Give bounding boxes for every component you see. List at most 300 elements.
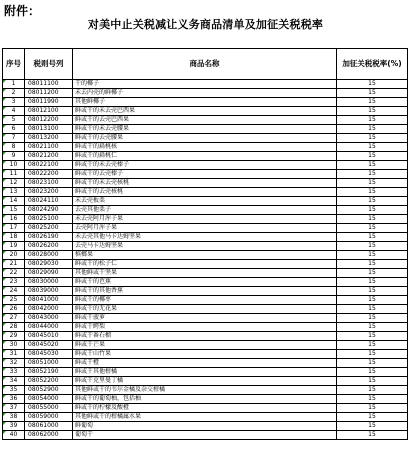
serial-number-cell-text: 4 [11, 107, 16, 114]
cell-flag-icon [3, 422, 6, 425]
tariff-rate-cell [337, 368, 408, 377]
tariff-rate-cell-text: 15 [368, 368, 376, 375]
product-name-cell [73, 260, 337, 269]
tariff-code-cell [25, 413, 73, 422]
tariff-code-cell [25, 404, 73, 413]
tariff-rate-cell-text: 15 [368, 161, 376, 168]
tariff-rate-cell-text: 15 [368, 179, 376, 186]
product-name-cell-text: 鲜或干番石榴 [75, 332, 112, 339]
tariff-code-cell [25, 170, 73, 179]
serial-number-cell-text: 1 [11, 80, 16, 87]
tariff-code-cell [25, 233, 73, 242]
tariff-rate-cell-text: 15 [368, 404, 376, 411]
cell-flag-icon [3, 368, 6, 371]
serial-number-cell [3, 80, 25, 89]
tariff-code-cell-text: 08023100 [28, 179, 59, 186]
table-row [3, 125, 408, 134]
tariff-code-cell-text: 08045020 [28, 341, 59, 348]
tariff-code-cell [25, 134, 73, 143]
tariff-code-cell-text: 08026190 [28, 233, 59, 240]
product-name-cell-text: 鲜或干的去壳核桃 [75, 188, 124, 195]
tariff-code-cell [25, 188, 73, 197]
tariff-code-cell-text: 08044000 [28, 323, 59, 330]
product-name-cell [73, 161, 337, 170]
tariff-code-cell [25, 296, 73, 305]
serial-number-cell [3, 377, 25, 386]
serial-number-cell-text: 11 [9, 170, 18, 177]
tariff-code-cell-text: 08011200 [28, 89, 59, 96]
tariff-code-cell-text: 08022200 [28, 170, 59, 177]
serial-number-cell-text: 13 [9, 188, 18, 195]
tariff-code-cell [25, 395, 73, 404]
table-row [3, 359, 408, 368]
table-row [3, 161, 408, 170]
table-row [3, 107, 408, 116]
product-name-cell [73, 413, 337, 422]
tariff-rate-cell-text: 15 [368, 422, 376, 429]
product-name-cell-text: 鲜或干的其他香蕉 [75, 287, 124, 294]
cell-flag-icon [3, 89, 6, 92]
product-name-cell [73, 116, 337, 125]
product-name-cell-text: 鲜或干的葡萄柚，包括柚 [75, 395, 142, 402]
table-row [3, 206, 408, 215]
tariff-code-cell [25, 179, 73, 188]
tariff-code-cell-text: 08052200 [28, 377, 59, 384]
tariff-rate-cell [337, 287, 408, 296]
serial-number-cell-text: 10 [9, 161, 18, 168]
cell-flag-icon [3, 260, 6, 263]
serial-number-cell-text: 32 [9, 359, 18, 366]
product-name-cell-text: 槟榔果 [75, 251, 94, 258]
serial-number-cell-text: 34 [9, 377, 18, 384]
cell-flag-icon [3, 305, 6, 308]
tariff-rate-cell-text: 15 [368, 206, 376, 213]
product-name-cell-text: 鲜或干的扁桃仁 [75, 152, 118, 159]
product-name-cell [73, 422, 337, 431]
serial-number-cell [3, 152, 25, 161]
table-row [3, 278, 408, 287]
tariff-code-cell-text: 08043000 [28, 314, 59, 321]
serial-number-cell-text: 35 [9, 386, 18, 393]
product-name-cell-text: 鲜或干芒果 [75, 341, 106, 348]
tariff-rate-cell-text: 15 [368, 197, 376, 204]
serial-number-cell-text: 31 [9, 350, 18, 357]
table-row [3, 287, 408, 296]
tariff-rate-cell [337, 305, 408, 314]
tariff-code-cell-text: 08011100 [28, 80, 59, 87]
product-name-cell [73, 395, 337, 404]
product-name-cell [73, 188, 337, 197]
product-name-cell-text: 鲜或干的未去壳核桃 [75, 179, 130, 186]
table-row [3, 386, 408, 395]
tariff-code-cell-text: 08013100 [28, 125, 59, 132]
tariff-rate-cell-text: 15 [368, 233, 376, 240]
tariff-rate-cell-text: 15 [368, 386, 376, 393]
table-row [3, 332, 408, 341]
product-name-cell [73, 215, 337, 224]
cell-flag-icon [3, 332, 6, 335]
serial-number-cell-text: 18 [9, 233, 18, 240]
product-name-cell-text: 鲜或干鳄梨 [75, 323, 106, 330]
table-row [3, 422, 408, 431]
tariff-code-cell [25, 260, 73, 269]
tariff-rate-cell-text: 15 [368, 260, 376, 267]
tariff-code-cell-text: 08023200 [28, 188, 59, 195]
serial-number-cell-text: 20 [9, 251, 18, 258]
tariff-code-cell [25, 206, 73, 215]
serial-number-cell-text: 9 [11, 152, 16, 159]
serial-number-cell [3, 260, 25, 269]
product-name-cell [73, 323, 337, 332]
cell-flag-icon [3, 188, 6, 191]
product-name-cell-text: 未去内壳的鲜椰子 [75, 89, 124, 96]
product-name-cell-text: 鲜或干的未去壳腰果 [75, 125, 130, 132]
tariff-rate-cell-text: 15 [368, 143, 376, 150]
tariff-rate-cell-text: 15 [368, 332, 376, 339]
cell-flag-icon [3, 350, 6, 353]
tariff-code-cell-text: 08062000 [28, 431, 59, 438]
tariff-rate-cell-text: 15 [368, 170, 376, 177]
cell-flag-icon [3, 179, 6, 182]
tariff-rate-cell-text: 15 [368, 323, 376, 330]
product-name-cell-text: 其他鲜或干的韦尔金橘及杂交柑橘 [75, 386, 166, 393]
serial-number-cell [3, 269, 25, 278]
tariff-rate-cell [337, 269, 408, 278]
tariff-rate-cell [337, 332, 408, 341]
table-row [3, 323, 408, 332]
tariff-code-cell [25, 422, 73, 431]
tariff-rate-cell-text: 15 [368, 89, 376, 96]
tariff-rate-cell [337, 161, 408, 170]
tariff-rate-cell [337, 404, 408, 413]
tariff-rate-cell [337, 260, 408, 269]
tariff-rate-cell-text: 15 [368, 287, 376, 294]
tariff-rate-cell-text: 15 [368, 242, 376, 249]
product-name-cell [73, 368, 337, 377]
serial-number-cell [3, 332, 25, 341]
tariff-rate-cell-text: 15 [368, 251, 376, 258]
serial-number-cell-text: 27 [9, 314, 18, 321]
table-header-row [3, 49, 408, 80]
product-name-cell [73, 179, 337, 188]
tariff-rate-cell [337, 215, 408, 224]
serial-number-cell [3, 323, 25, 332]
tariff-code-cell [25, 278, 73, 287]
table-row [3, 269, 408, 278]
tariff-rate-cell-text: 15 [368, 278, 376, 285]
table-row [3, 413, 408, 422]
serial-number-cell-text: 19 [9, 242, 18, 249]
cell-flag-icon [3, 152, 6, 155]
tariff-rate-cell [337, 134, 408, 143]
serial-number-cell-text: 36 [9, 395, 18, 402]
cell-flag-icon [3, 116, 6, 119]
tariff-code-cell-text: 08052190 [28, 368, 59, 375]
tariff-rate-cell [337, 188, 408, 197]
tariff-code-cell-text: 08025100 [28, 215, 59, 222]
table-row [3, 431, 408, 440]
product-name-cell-text: 未去壳其他马卡达姆坚果 [75, 233, 142, 240]
tariff-code-cell-text: 08026200 [28, 242, 59, 249]
product-name-cell-text: 鲜或干的未去壳巴西果 [75, 107, 136, 114]
serial-number-cell [3, 278, 25, 287]
product-name-cell [73, 134, 337, 143]
serial-number-cell-text: 15 [9, 206, 18, 213]
tariff-rate-cell [337, 422, 408, 431]
product-name-cell-text: 去壳马卡达姆坚果 [75, 242, 124, 249]
table-row [3, 179, 408, 188]
cell-flag-icon [3, 125, 6, 128]
table-row [3, 296, 408, 305]
tariff-code-cell-text: 08029090 [28, 269, 59, 276]
product-name-cell-text: 鲜或干的去壳榛子 [75, 170, 124, 177]
serial-number-cell [3, 125, 25, 134]
product-name-cell-text: 鲜或干的无花果 [75, 305, 118, 312]
tariff-rate-cell [337, 314, 408, 323]
serial-number-cell [3, 287, 25, 296]
serial-number-cell-text: 28 [9, 323, 18, 330]
serial-number-cell-text: 29 [9, 332, 18, 339]
serial-number-cell [3, 395, 25, 404]
product-name-cell [73, 170, 337, 179]
cell-flag-icon [3, 134, 6, 137]
tariff-code-cell-text: 08045030 [28, 350, 59, 357]
header-product-name: 商品名称 [73, 49, 337, 80]
tariff-code-cell [25, 287, 73, 296]
tariff-rate-cell-text: 15 [368, 152, 376, 159]
tariff-code-cell-text: 08028000 [28, 251, 59, 258]
product-name-cell-text: 干的椰子 [75, 80, 100, 87]
serial-number-cell [3, 197, 25, 206]
serial-number-cell-text: 26 [9, 305, 18, 312]
serial-number-cell [3, 143, 25, 152]
cell-flag-icon [3, 224, 6, 227]
tariff-code-cell-text: 08013200 [28, 134, 59, 141]
tariff-code-cell-text: 08024110 [28, 197, 59, 204]
tariff-rate-cell [337, 179, 408, 188]
tariff-rate-cell-text: 15 [368, 413, 376, 420]
product-name-cell [73, 359, 337, 368]
product-name-cell-text: 鲜或干的去壳巴西果 [75, 116, 130, 123]
tariff-code-cell [25, 98, 73, 107]
tariff-rate-cell-text: 15 [368, 377, 376, 384]
tariff-rate-cell [337, 233, 408, 242]
cell-flag-icon [3, 413, 6, 416]
product-name-cell [73, 296, 337, 305]
tariff-rate-cell [337, 107, 408, 116]
tariff-rate-cell-text: 15 [368, 350, 376, 357]
serial-number-cell [3, 305, 25, 314]
tariff-code-cell [25, 143, 73, 152]
serial-number-cell-text: 21 [9, 260, 18, 267]
table-row [3, 188, 408, 197]
serial-number-cell-text: 14 [9, 197, 18, 204]
tariff-rate-cell-text: 15 [368, 116, 376, 123]
tariff-rate-cell-text: 15 [368, 305, 376, 312]
table-row [3, 89, 408, 98]
table-row [3, 305, 408, 314]
table-row [3, 377, 408, 386]
serial-number-cell-text: 6 [11, 125, 16, 132]
tariff-code-cell-text: 08055000 [28, 404, 59, 411]
tariff-code-cell [25, 314, 73, 323]
cell-flag-icon [3, 215, 6, 218]
tariff-code-cell-text: 08025200 [28, 224, 59, 231]
serial-number-cell-text: 24 [9, 287, 18, 294]
product-name-cell [73, 386, 337, 395]
tariff-code-cell [25, 431, 73, 440]
product-name-cell [73, 125, 337, 134]
tariff-rate-cell [337, 143, 408, 152]
tariff-rate-cell [337, 206, 408, 215]
product-name-cell [73, 377, 337, 386]
tariff-code-cell [25, 107, 73, 116]
tariff-code-cell [25, 89, 73, 98]
serial-number-cell [3, 242, 25, 251]
serial-number-cell [3, 116, 25, 125]
serial-number-cell [3, 296, 25, 305]
product-name-cell [73, 269, 337, 278]
table-row [3, 341, 408, 350]
serial-number-cell-text: 40 [9, 431, 18, 438]
tariff-rate-cell-text: 15 [368, 269, 376, 276]
product-name-cell-text: 鲜或干的未去壳榛子 [75, 161, 130, 168]
serial-number-cell-text: 30 [9, 341, 18, 348]
product-name-cell-text: 未去壳板栗 [75, 197, 106, 204]
product-name-cell [73, 251, 337, 260]
serial-number-cell [3, 404, 25, 413]
cell-flag-icon [3, 161, 6, 164]
table-row [3, 395, 408, 404]
cell-flag-icon [3, 269, 6, 272]
table-row [3, 98, 408, 107]
serial-number-cell [3, 179, 25, 188]
tariff-code-cell [25, 224, 73, 233]
product-name-cell [73, 206, 337, 215]
product-name-cell [73, 224, 337, 233]
header-tariff-rate: 加征关税税率(%) [337, 49, 408, 80]
tariff-rate-cell-text: 15 [368, 107, 376, 114]
tariff-code-cell-text: 08042000 [28, 305, 59, 312]
tariff-code-cell [25, 350, 73, 359]
tariff-code-cell-text: 08012100 [28, 107, 59, 114]
cell-flag-icon [3, 323, 6, 326]
tariff-rate-cell [337, 125, 408, 134]
header-serial-number: 序号 [3, 49, 25, 80]
tariff-code-cell [25, 341, 73, 350]
serial-number-cell [3, 206, 25, 215]
tariff-rate-cell [337, 170, 408, 179]
table-row [3, 197, 408, 206]
product-name-cell [73, 332, 337, 341]
serial-number-cell-text: 17 [9, 224, 18, 231]
tariff-rate-cell [337, 296, 408, 305]
serial-number-cell [3, 134, 25, 143]
table-row [3, 152, 408, 161]
tariff-rate-cell-text: 15 [368, 314, 376, 321]
tariff-rate-cell-text: 15 [368, 80, 376, 87]
serial-number-cell [3, 341, 25, 350]
tariff-code-cell [25, 368, 73, 377]
product-name-cell-text: 鲜或干山竹果 [75, 350, 112, 357]
serial-number-cell [3, 386, 25, 395]
product-name-cell [73, 98, 337, 107]
product-name-cell-text: 鲜或干的扁桃核 [75, 143, 118, 150]
tariff-rate-cell [337, 98, 408, 107]
tariff-code-cell [25, 161, 73, 170]
document-title: 对美中止关税减让义务商品清单及加征关税税率 [87, 18, 324, 31]
tariff-rate-cell [337, 278, 408, 287]
tariff-rate-cell-text: 15 [368, 188, 376, 195]
product-name-cell-text: 去壳其他栗子 [75, 206, 112, 213]
tariff-rate-cell [337, 251, 408, 260]
cell-flag-icon [3, 341, 6, 344]
tariff-rate-cell-text: 15 [368, 431, 376, 438]
serial-number-cell [3, 422, 25, 431]
tariff-code-cell-text: 08021200 [28, 152, 59, 159]
product-name-cell-text: 葡萄干 [75, 431, 94, 438]
cell-flag-icon [3, 278, 6, 281]
tariff-rate-cell [337, 89, 408, 98]
tariff-rate-cell [337, 224, 408, 233]
cell-flag-icon [3, 251, 6, 254]
serial-number-cell [3, 188, 25, 197]
product-name-cell [73, 80, 337, 89]
serial-number-cell [3, 350, 25, 359]
tariff-code-cell [25, 332, 73, 341]
cell-flag-icon [3, 404, 6, 407]
serial-number-cell [3, 314, 25, 323]
tariff-code-cell-text: 08011990 [28, 98, 59, 105]
tariff-rate-cell-text: 15 [368, 341, 376, 348]
table-row [3, 251, 408, 260]
serial-number-cell-text: 8 [11, 143, 16, 150]
tariff-code-cell-text: 08045010 [28, 332, 59, 339]
product-name-cell [73, 233, 337, 242]
tariff-rate-cell-text: 15 [368, 134, 376, 141]
cell-flag-icon [3, 98, 6, 101]
tariff-code-cell-text: 08054000 [28, 395, 59, 402]
serial-number-cell-text: 38 [9, 413, 18, 420]
serial-number-cell [3, 368, 25, 377]
product-name-cell-text: 鲜或干的椰枣 [75, 296, 112, 303]
tariff-code-cell-text: 08021100 [28, 143, 59, 150]
serial-number-cell [3, 107, 25, 116]
serial-number-cell [3, 431, 25, 440]
product-name-cell [73, 404, 337, 413]
tariff-code-cell-text: 08022100 [28, 161, 59, 168]
tariff-rate-cell-text: 15 [368, 296, 376, 303]
serial-number-cell-text: 25 [9, 296, 18, 303]
table-row [3, 260, 408, 269]
serial-number-cell [3, 170, 25, 179]
cell-flag-icon [3, 296, 6, 299]
tariff-table [2, 48, 408, 440]
product-name-cell-text: 未去壳阿月浑子果 [75, 215, 124, 222]
tariff-rate-cell-text: 15 [368, 224, 376, 231]
tariff-code-cell-text: 08024290 [28, 206, 59, 213]
tariff-rate-cell [337, 242, 408, 251]
table-row [3, 215, 408, 224]
tariff-rate-cell [337, 413, 408, 422]
table-row [3, 116, 408, 125]
cell-flag-icon [3, 287, 6, 290]
table-row [3, 224, 408, 233]
tariff-rate-cell-text: 15 [368, 395, 376, 402]
table-row [3, 170, 408, 179]
tariff-rate-cell-text: 15 [368, 98, 376, 105]
tariff-code-cell [25, 305, 73, 314]
